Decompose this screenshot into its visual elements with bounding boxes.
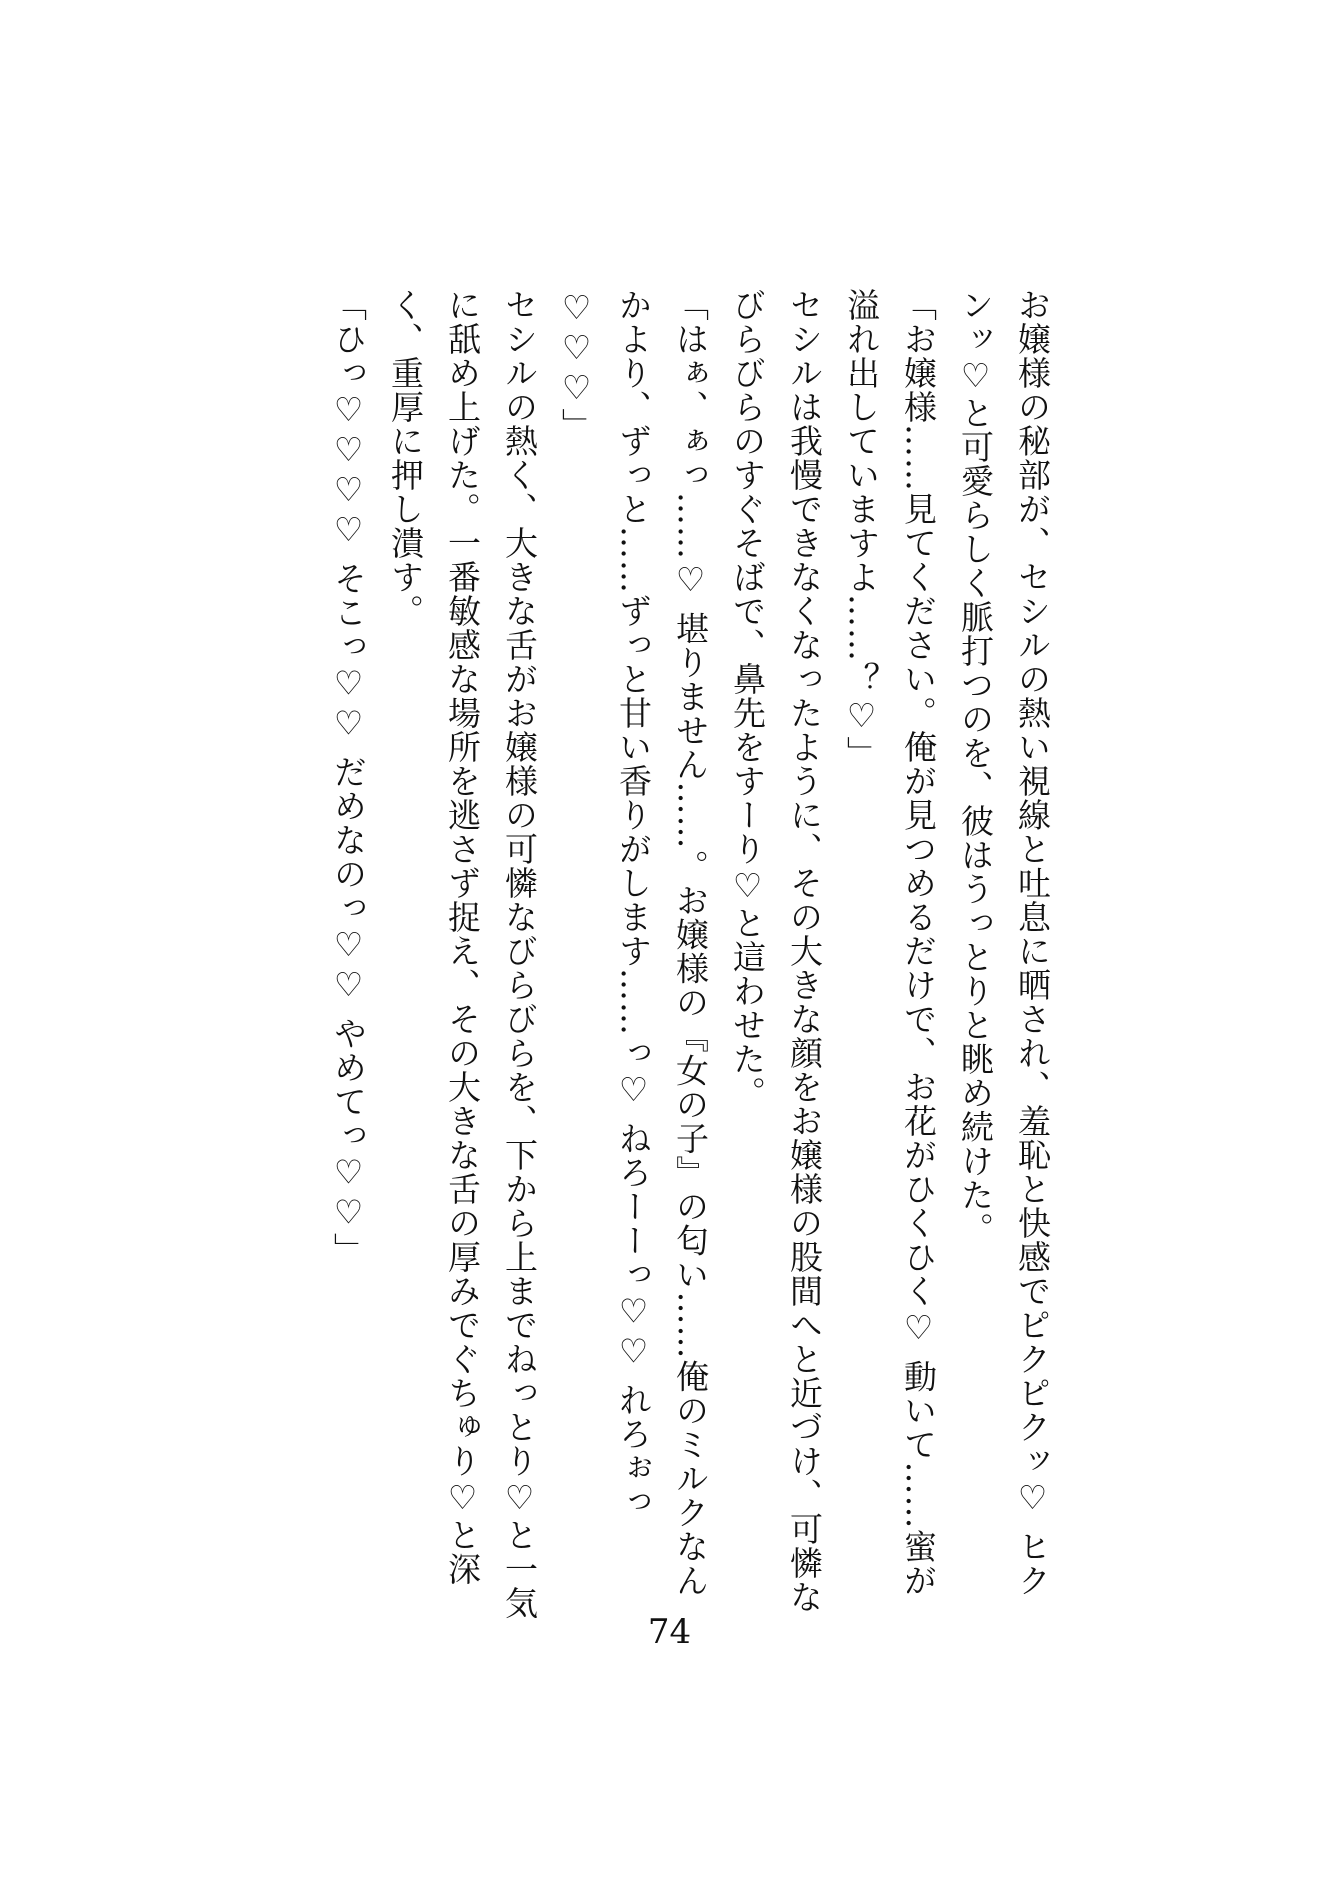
text-line: に舐め上げた。一番敏感な場所を逃さず捉え、その大きな舌の厚みでぐちゅり♡と深	[443, 288, 482, 1586]
text-line: ♡♡♡」	[557, 288, 596, 442]
text-line: セシルは我慢できなくなったように、その大きな顔をお嬢様の股間へと近づけ、可憐な	[785, 288, 824, 1614]
text-line: ンッ♡と可愛らしく脈打つのを、彼はうっとりと眺め続けた。	[956, 288, 995, 1246]
text-line: びらびらのすぐそばで、鼻先をすーり♡と這わせた。	[728, 288, 767, 1110]
text-line: 「お嬢様……見てください。俺が見つめるだけで、お花がひくひく♡ 動いて……蜜が	[899, 288, 938, 1598]
page-number: 74	[647, 1612, 692, 1652]
text-line: 「はぁ、ぁっ……♡ 堪りません……。お嬢様の『女の子』の匂い……俺のミルクなん	[671, 288, 710, 1598]
vertical-text-block	[320, 288, 1061, 1620]
text-line: 溢れ出していますよ……？♡」	[842, 288, 881, 770]
text-line: く、重厚に押し潰す。	[386, 288, 425, 628]
text-line: 「ひっ♡♡♡♡ そこっ♡♡ だめなのっ♡♡ やめてっ♡♡」	[329, 288, 368, 1267]
text-line: セシルの熱く、大きな舌がお嬢様の可憐なびらびらを、下から上までねっとり♡と一気	[500, 288, 539, 1620]
text-line: お嬢様の秘部が、セシルの熱い視線と吐息に晒され、羞恥と快感でピクピクッ♡ ヒク	[1013, 288, 1052, 1598]
text-line: かより、ずっと……ずっと甘い香りがします……っ♡ ねろーーっ♡♡ れろぉっ	[614, 288, 653, 1519]
